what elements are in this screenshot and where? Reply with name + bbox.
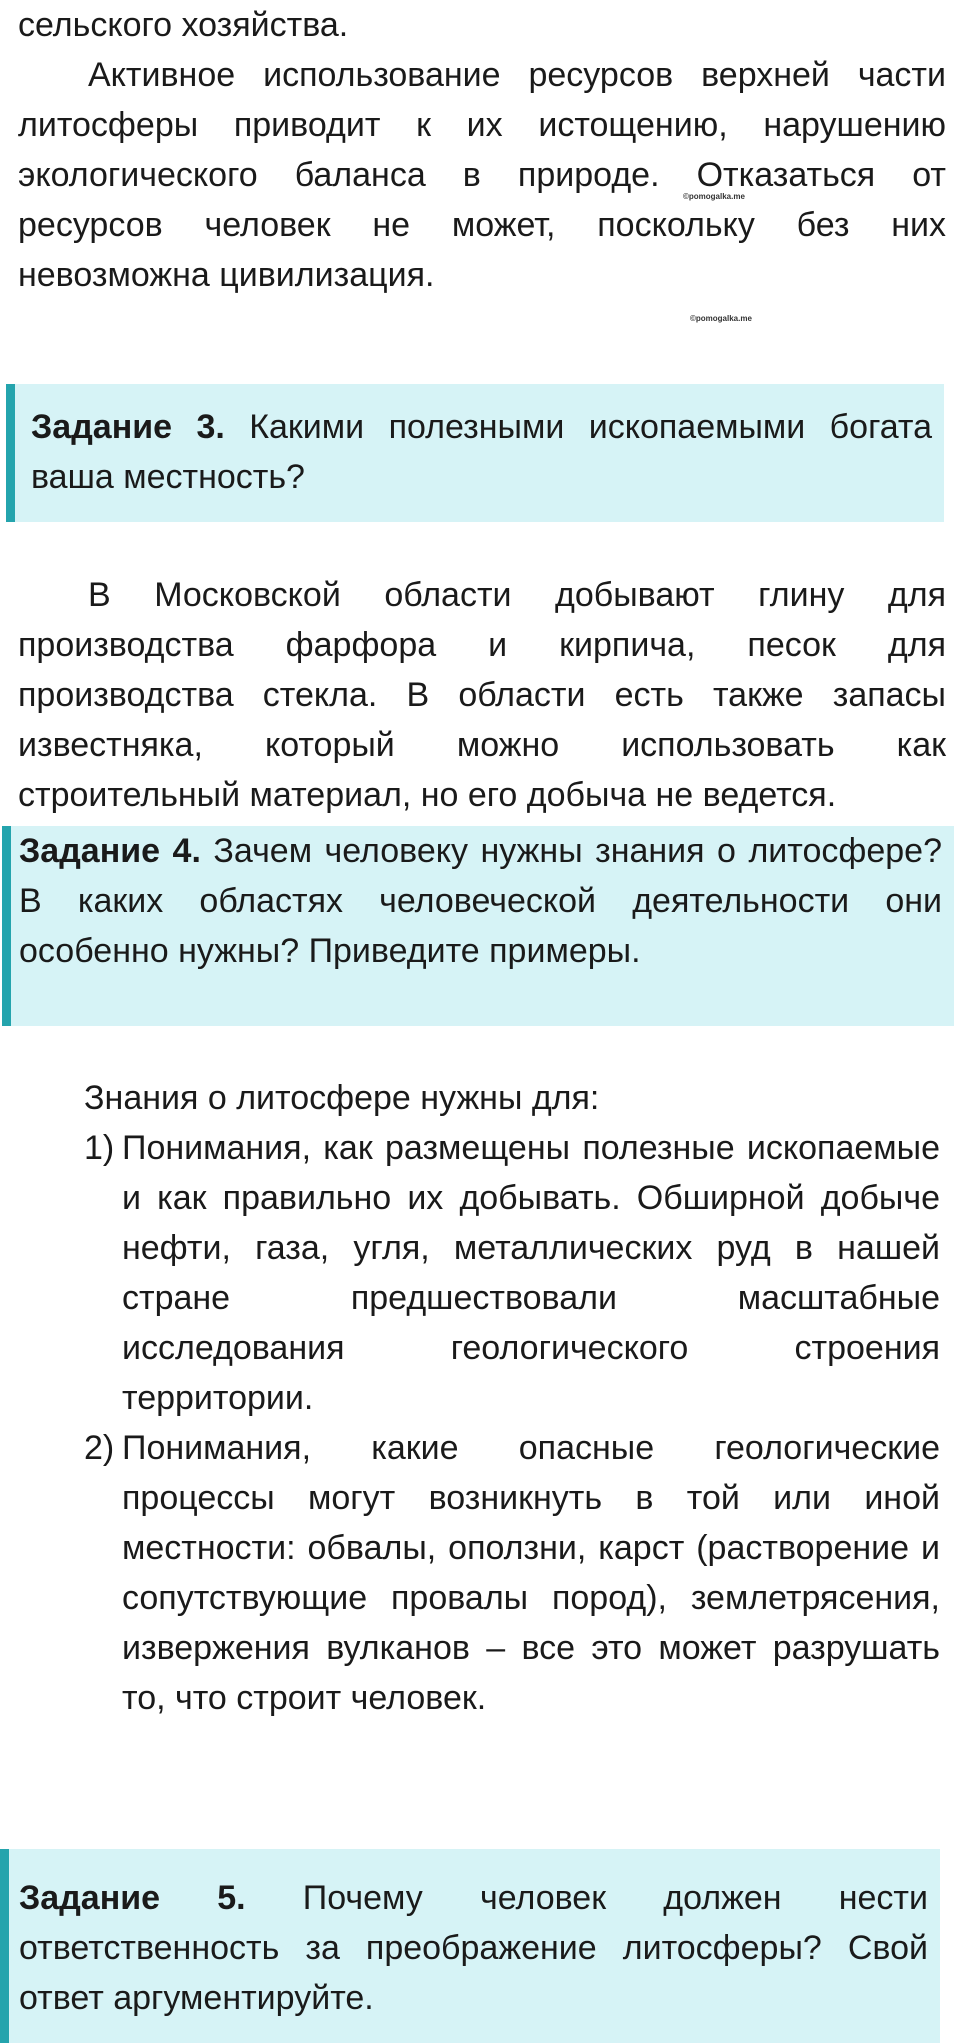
watermark: ©pomogalka.me bbox=[690, 314, 752, 323]
list-item-number: 1) bbox=[84, 1129, 115, 1167]
task-5-question: Почему человек должен нести ответственность за преображение литосферы? Свой ответ аргументируйте. bbox=[19, 1879, 928, 2017]
task-4-text bbox=[19, 826, 942, 976]
task-4-label: Задание 4. bbox=[19, 832, 201, 870]
task-4-question: Зачем человеку нужны знания о литосфере? В каких областях человеческой деятельности они особенно нужны? Приведите примеры. bbox=[19, 832, 942, 970]
text-line: сельского хозяйства. bbox=[18, 6, 349, 44]
task-5-box bbox=[0, 1849, 940, 2043]
list-item bbox=[84, 1123, 940, 1423]
task-3-box bbox=[6, 384, 944, 522]
list-item-number: 2) bbox=[84, 1429, 115, 1467]
task-3-answer: В Московской области добывают глину для производства фарфора и кирпича, песок для производства стекла. В области есть также запасы известняка, который можно использовать как строительный материал, но его добыча не ведется. bbox=[18, 576, 946, 814]
list-item-text: Понимания, какие опасные геологические процессы могут возникнуть в той или иной местности: обвалы, оползни, карст (растворение и сопутствующие провалы пород), землетрясения, извержения вулканов – все это может разрушать то, что строит человек. bbox=[122, 1429, 940, 1717]
task-5-label: Задание 5. bbox=[19, 1879, 246, 1917]
task-4-answer-list bbox=[84, 1123, 940, 1723]
paragraph-resources: Активное использование ресурсов верхней части литосферы приводит к их истощению, нарушению экологического баланса в природе. Отказаться от ресурсов человек не может, поскольку без них невозможна цивилизация. bbox=[18, 56, 946, 294]
task-3-label: Задание 3. bbox=[31, 408, 225, 446]
task-4-box bbox=[2, 826, 954, 1026]
task-3-question: Какими полезными ископаемыми богата ваша местность? bbox=[31, 408, 932, 496]
task-4-answer-intro: Знания о литосфере нужны для: bbox=[84, 1079, 600, 1117]
watermark: ©pomogalka.me bbox=[683, 192, 745, 201]
list-item-text: Понимания, как размещены полезные ископаемые и как правильно их добывать. Обширной добыче нефти, газа, угля, металлических руд в нашей стране предшествовали масштабные исследования геологического строения территории. bbox=[122, 1129, 940, 1417]
task-3-text bbox=[31, 402, 932, 502]
task-5-text bbox=[19, 1873, 928, 2023]
list-item bbox=[84, 1423, 940, 1723]
